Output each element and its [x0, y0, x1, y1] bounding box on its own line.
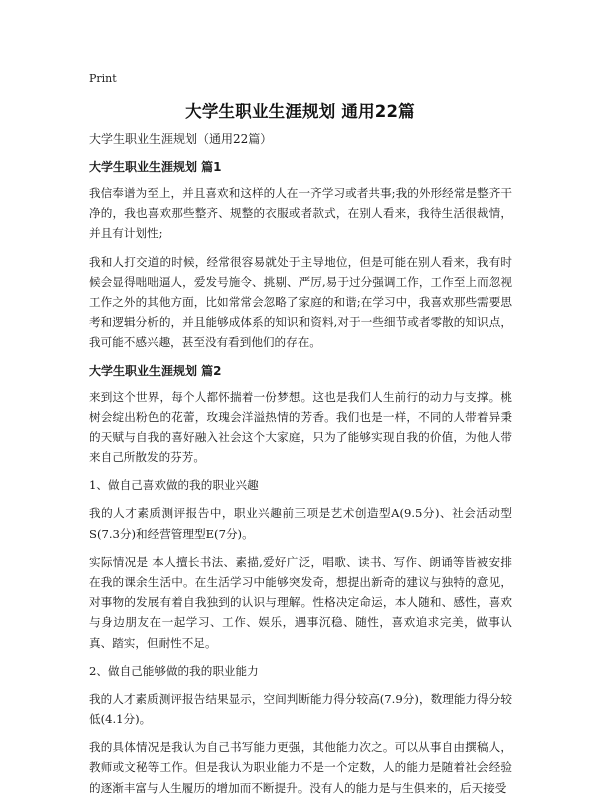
- document-subtitle: 大学生职业生涯规划（通用22篇）: [89, 132, 273, 146]
- section-heading-2: 大学生职业生涯规划 篇2: [89, 363, 222, 378]
- document-body: [89, 129, 512, 806]
- page-title: 大学生职业生涯规划 通用22篇: [185, 102, 415, 121]
- paragraph: 我的人才素质测评报告结果显示，空间判断能力得分较高(7.9分)，数理能力得分较低(4.1分)。: [89, 691, 512, 727]
- subsection-heading-ability: 2、做自己能够做的我的职业能力: [89, 663, 259, 678]
- subsection-heading-interest: 1、做自己喜欢做的我的职业兴趣: [89, 478, 259, 493]
- paragraph: 来到这个世界，每个人都怀揣着一份梦想。这也是我们人生前行的动力与支撑。桃树会绽出粉色的花蕾，玫瑰会洋溢热情的芳香。我们也是一样，不同的人带着异秉的天赋与自我的喜好融入社会这个大家庭，只为了能够实现自我的价值，为他人带来自己所散发的芬芳。: [89, 389, 512, 465]
- section-heading-1: 大学生职业生涯规划 篇1: [89, 160, 222, 174]
- paragraph: 实际情况是 本人擅长书法、素描,爱好广泛，唱歌、读书、写作、朗诵等皆被安排在我的课余生活中。在生活学习中能够突发奇，想提出新奇的建议与独特的意见，对事物的发展有着自我独到的认识与理解。性格决定命运，本人随和、感性，喜欢与身边朋友在一起学习、工作、娱乐，遇事沉稳、随性，喜欢追求完美，做事认真、踏实，但耐性不足。: [89, 554, 512, 650]
- paragraph: 我信奉谱为至上，并且喜欢和这样的人在一齐学习或者共事;我的外形经常是整齐干净的，我也喜欢那些整齐、规整的衣服或者款式，在别人看来，我待生活很裁情，并且有计划性;: [89, 186, 512, 241]
- paragraph: 我的具体情况是我认为自己书写能力更强，其他能力次之。可以从事自由撰稿人，教师或文秘等工作。但是我认为职业能力不是一个定数，人的能力是随着社会经验的逐渐丰富与人生履历的增加而不断提升。没有人的能力是与生俱来的，后天接受: [89, 740, 512, 795]
- paragraph: 我和人打交道的时候，经常很容易就处于主导地位，但是可能在别人看来，我有时候会显得咄咄逼人，爱发号施令、挑剔、严厉,易于过分强调工作，工作至上而忽视工作之外的其他方面，比如常常会忽略了家庭的和谐;在学习中，我喜欢那些需要思考和逻辑分析的，并且能够成体系的知识和资料,对于一些细节或者零散的知识点，我可能不感兴趣，甚至没有看到他们的存在。: [89, 254, 512, 350]
- paragraph: 我的人才素质测评报告中，职业兴趣前三项是艺术创造型A(9.5分)、社会活动型S(7.3分)和经营管理型E(7分)。: [89, 506, 512, 541]
- print-link[interactable]: Print: [89, 72, 117, 85]
